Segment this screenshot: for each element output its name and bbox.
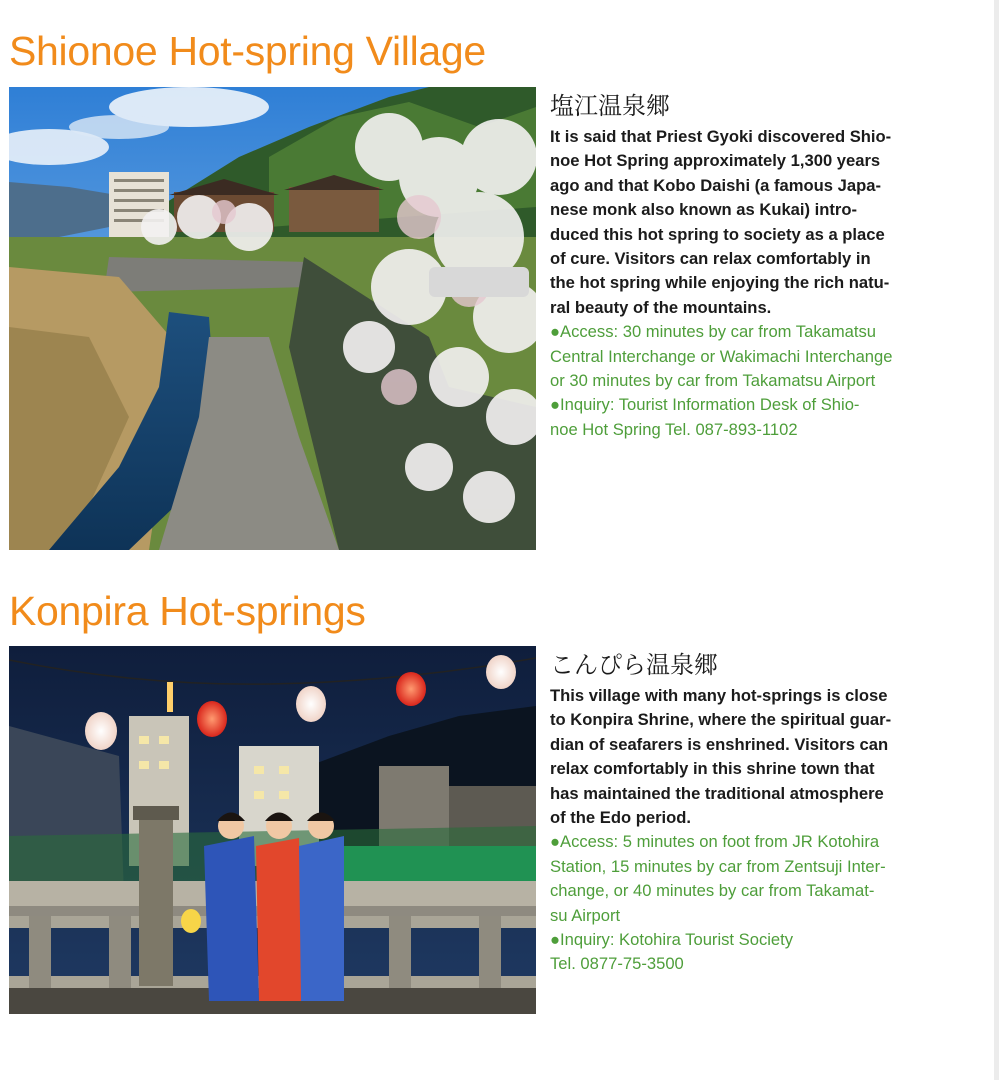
info-line: change, or 40 minutes by car from Takamat- bbox=[550, 881, 875, 901]
description-line: of the Edo period. bbox=[550, 808, 692, 828]
description bbox=[550, 684, 950, 830]
description-line: noe Hot Spring approximately 1,300 years bbox=[550, 151, 881, 171]
info-line: ●Access: 5 minutes on foot from JR Kotohira bbox=[550, 832, 880, 852]
info-line: ●Access: 30 minutes by car from Takamatsu bbox=[550, 322, 877, 342]
konpira-photo bbox=[9, 646, 536, 1014]
japanese-name: こんぴら温泉郷 bbox=[550, 651, 718, 679]
description-line: of cure. Visitors can relax comfortably in bbox=[550, 249, 871, 269]
description-line: has maintained the traditional atmosphere bbox=[550, 783, 884, 803]
info-line: Tel. 0877-75-3500 bbox=[550, 954, 684, 974]
description-line: nese monk also known as Kukai) intro- bbox=[550, 200, 858, 220]
access-info bbox=[550, 320, 950, 442]
konpira-text bbox=[550, 645, 950, 977]
info-line: ●Inquiry: Kotohira Tourist Society bbox=[550, 930, 794, 950]
description-line: ago and that Kobo Daishi (a famous Japa- bbox=[550, 175, 881, 195]
description-line: to Konpira Shrine, where the spiritual guar- bbox=[550, 710, 892, 730]
page-edge bbox=[994, 0, 999, 1080]
description-line: It is said that Priest Gyoki discovered Shio- bbox=[550, 127, 892, 146]
section-konpira bbox=[0, 560, 994, 1020]
info-line: Station, 15 minutes by car from Zentsuji Inter- bbox=[550, 856, 886, 876]
access-info bbox=[550, 830, 950, 976]
shionoe-photo bbox=[9, 87, 536, 550]
section-title: Shionoe Hot-spring Village bbox=[9, 28, 486, 74]
description-line: the hot spring while enjoying the rich natu- bbox=[550, 273, 890, 293]
description-line: duced this hot spring to society as a place bbox=[550, 224, 885, 244]
info-line: ●Inquiry: Tourist Information Desk of Shio- bbox=[550, 395, 860, 415]
info-line: su Airport bbox=[550, 905, 621, 925]
description-line: This village with many hot-springs is close bbox=[550, 686, 888, 705]
section-title: Konpira Hot-springs bbox=[9, 588, 366, 634]
japanese-name: 塩江温泉郷 bbox=[550, 92, 670, 120]
description-line: ral beauty of the mountains. bbox=[550, 297, 772, 317]
info-line: noe Hot Spring Tel. 087-893-1102 bbox=[550, 419, 798, 439]
description bbox=[550, 125, 950, 320]
info-line: Central Interchange or Wakimachi Interchange bbox=[550, 346, 893, 366]
description-line: relax comfortably in this shrine town that bbox=[550, 759, 875, 779]
info-line: or 30 minutes by car from Takamatsu Airport bbox=[550, 371, 876, 391]
shionoe-text bbox=[550, 86, 950, 442]
description-line: dian of seafarers is enshrined. Visitors can bbox=[550, 734, 889, 754]
